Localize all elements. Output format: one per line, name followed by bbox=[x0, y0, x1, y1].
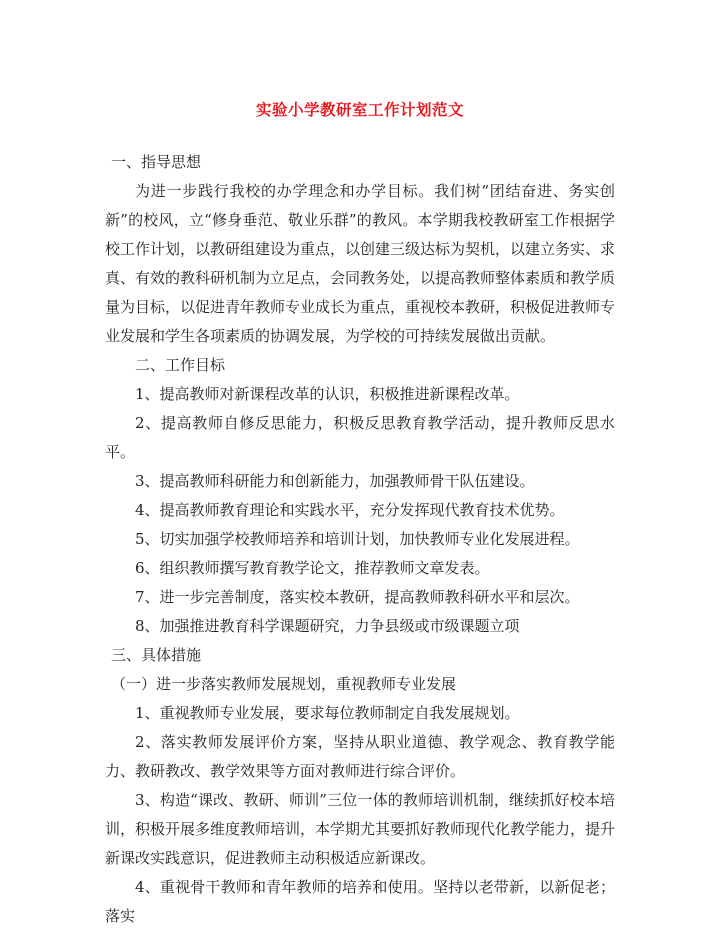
document-title: 实验小学教研室工作计划范文 bbox=[255, 101, 464, 119]
heading-work-goals: 二、工作目标 bbox=[135, 356, 226, 374]
heading-specific-measures: 三、具体措施 bbox=[111, 646, 202, 664]
goal-item-3: 3、提高教师科研能力和创新能力，加强教师骨干队伍建设。 bbox=[135, 472, 535, 490]
goal-item-5: 5、切实加强学校教师培养和培训计划，加快教师专业化发展进程。 bbox=[135, 530, 580, 548]
goal-item-1: 1、提高教师对新课程改革的认识，积极推进新课程改革。 bbox=[135, 385, 520, 403]
goal-item-4: 4、提高教师教育理论和实践水平，充分发挥现代教育技术优势。 bbox=[135, 501, 565, 519]
paragraph-guiding-ideology: 为进一步践行我校的办学理念和办学目标。我们树“团结奋进、务实创新”的校风，立“修身垂范、敬业乐群”的教风。本学期我校教研室工作根据学校工作计划，以教研组建设为重点，以创建三级达标为契机，以建立务实、求真、有效的教科研机制为立足点，会同教务处，以提高教师整体素质和教学质量为目标，以促进青年教师专业成长为重点，重视校本教研，积极促进教师专业发展和学生各项素质的协调发展，为学校的可持续发展做出贡献。 bbox=[105, 182, 616, 345]
document-body bbox=[105, 148, 615, 931]
heading-guiding-ideology: 一、指导思想 bbox=[111, 153, 202, 171]
measure-item-3: 3、构造“课改、教研、师训”三位一体的教师培训机制，继续抓好校本培训，积极开展多维度教师培训，本学期尤其要抓好教师现代化教学能力，提升新课改实践意识，促进教师主动积极适应新课改。 bbox=[105, 791, 616, 867]
goal-item-2: 2、提高教师自修反思能力，积极反思教育教学活动，提升教师反思水平。 bbox=[105, 414, 615, 461]
subheading-measure-1: （一）进一步落实教师发展规划，重视教师专业发展 bbox=[111, 675, 457, 693]
goal-item-6: 6、组织教师撰写教育教学论文，推荐教师文章发表。 bbox=[135, 559, 490, 577]
goal-item-7: 7、进一步完善制度，落实校本教研，提高教师教科研水平和层次。 bbox=[135, 588, 580, 606]
measure-item-4: 4、重视骨干教师和青年教师的培养和使用。坚持以老带新，以新促老；落实 bbox=[105, 878, 615, 925]
measure-item-1: 1、重视教师专业发展，要求每位教师制定自我发展规划。 bbox=[135, 704, 520, 722]
measure-item-2: 2、落实教师发展评价方案，坚持从职业道德、教学观念、教育教学能力、教研教改、教学效果等方面对教师进行综合评价。 bbox=[105, 733, 615, 780]
goal-item-8: 8、加强推进教育科学课题研究，力争县级或市级课题立项 bbox=[135, 617, 520, 635]
